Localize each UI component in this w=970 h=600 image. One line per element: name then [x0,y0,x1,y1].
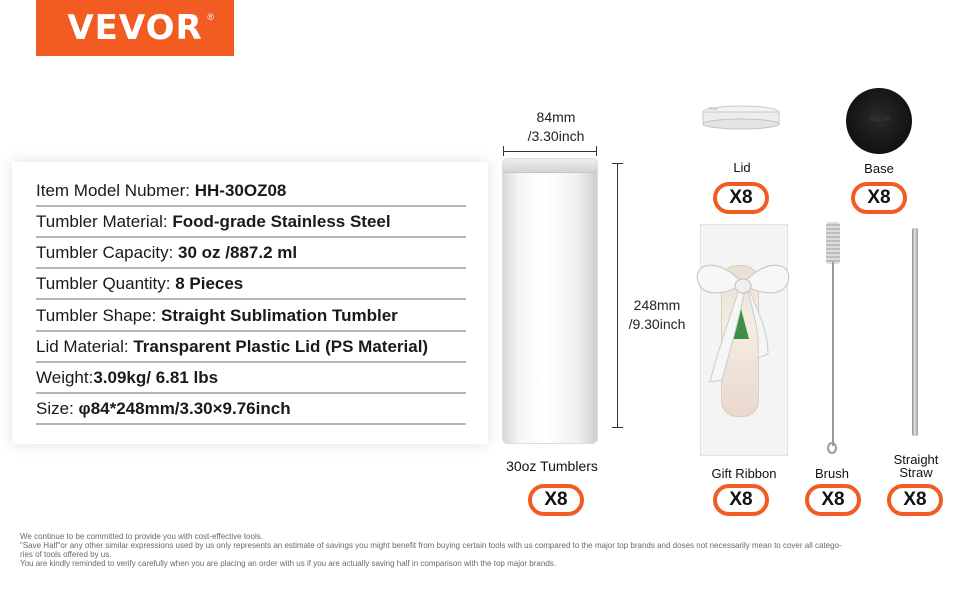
height-mm: 248mm [633,297,681,313]
brush-bristles [826,222,840,264]
spec-value: 3.09kg/ 6.81 lbs [93,368,219,387]
tumblers-qty-badge: X8 [528,484,584,516]
spec-key: Item Model Nubmer: [36,181,195,200]
spec-panel [12,162,488,444]
spec-row-size [36,394,466,425]
brush-label: Brush [815,466,849,481]
spec-value: φ84*248mm/3.30×9.76inch [78,399,291,418]
gift-ribbon-qty-badge: X8 [713,484,769,516]
spec-value: Transparent Plastic Lid (PS Material) [133,337,429,356]
height-dimension-line [617,163,618,428]
height-dimension-tick-top [612,163,623,164]
width-mm: 84mm [536,109,576,125]
spec-row-material [36,207,466,238]
disclaimer-line3: ries of tools offered by us. [20,550,112,559]
straw-image [912,228,918,436]
spec-row-capacity [36,238,466,269]
vevor-logo [36,0,234,56]
brush-image [832,262,834,446]
spec-value: HH-30OZ08 [194,181,287,200]
spec-row-quantity [36,269,466,300]
tumbler-lid [503,159,597,173]
lid-label: Lid [733,160,751,175]
spec-key: Weight: [36,368,94,387]
width-dimension-line [503,151,597,152]
lid-image [700,104,782,132]
spec-value: Food-grade Stainless Steel [172,212,391,231]
straw-label-line2: Straw [899,465,933,480]
spec-row-lid-material [36,332,466,363]
logo-text: VEVOR [67,8,203,48]
spec-key: Tumbler Shape: [36,306,162,325]
brush-qty-badge: X8 [805,484,861,516]
disclaimer [20,532,950,568]
spec-value: 8 Pieces [175,274,244,293]
base-qty-badge: X8 [851,182,907,214]
registered-mark: ® [207,12,214,22]
width-inch: /3.30inch [527,128,585,144]
spec-row-model [36,176,466,207]
ribbon-bow-icon [688,254,798,384]
disclaimer-line1: We continue to be committed to provide you with cost-effective tools. [20,532,263,541]
width-dimension-label [516,108,596,146]
base-label: Base [864,161,894,176]
brush-loop [827,442,837,454]
tumbler-image [502,158,598,444]
lid-qty-badge: X8 [713,182,769,214]
gift-ribbon-label: Gift Ribbon [711,466,777,481]
straw-label-line1: Straight [893,452,939,467]
disclaimer-line4: You are kindly reminded to verify carefully when you are placing an order with us if you are actually saving half in comparison with the top major brands. [20,559,556,568]
width-dimension-tick-left [503,146,504,156]
straw-label [884,453,948,479]
spec-key: Lid Material: [36,337,134,356]
height-dimension-label [620,296,694,334]
spec-key: Tumbler Capacity: [36,243,179,262]
base-image [846,88,912,154]
spec-row-shape [36,301,466,332]
height-dimension-tick-bottom [612,427,623,428]
height-inch: /9.30inch [628,316,686,332]
width-dimension-tick-right [596,146,597,156]
straw-qty-badge: X8 [887,484,943,516]
spec-key: Tumbler Quantity: [36,274,176,293]
base-embossed-text: ROSA [870,116,890,123]
disclaimer-line2: "Save Half"or any other similar expressions used by us only represents an estimate of savings you might benefit from buying certain tools with us compared to the major top brands and doses not necessarily mean to cover all catego- [20,541,842,550]
spec-value: 30 oz /887.2 ml [178,243,298,262]
spec-row-weight [36,363,466,394]
spec-key: Size: [36,399,79,418]
spec-value: Straight Sublimation Tumbler [161,306,398,325]
spec-key: Tumbler Material: [36,212,173,231]
tumblers-label: 30oz Tumblers [506,458,598,474]
